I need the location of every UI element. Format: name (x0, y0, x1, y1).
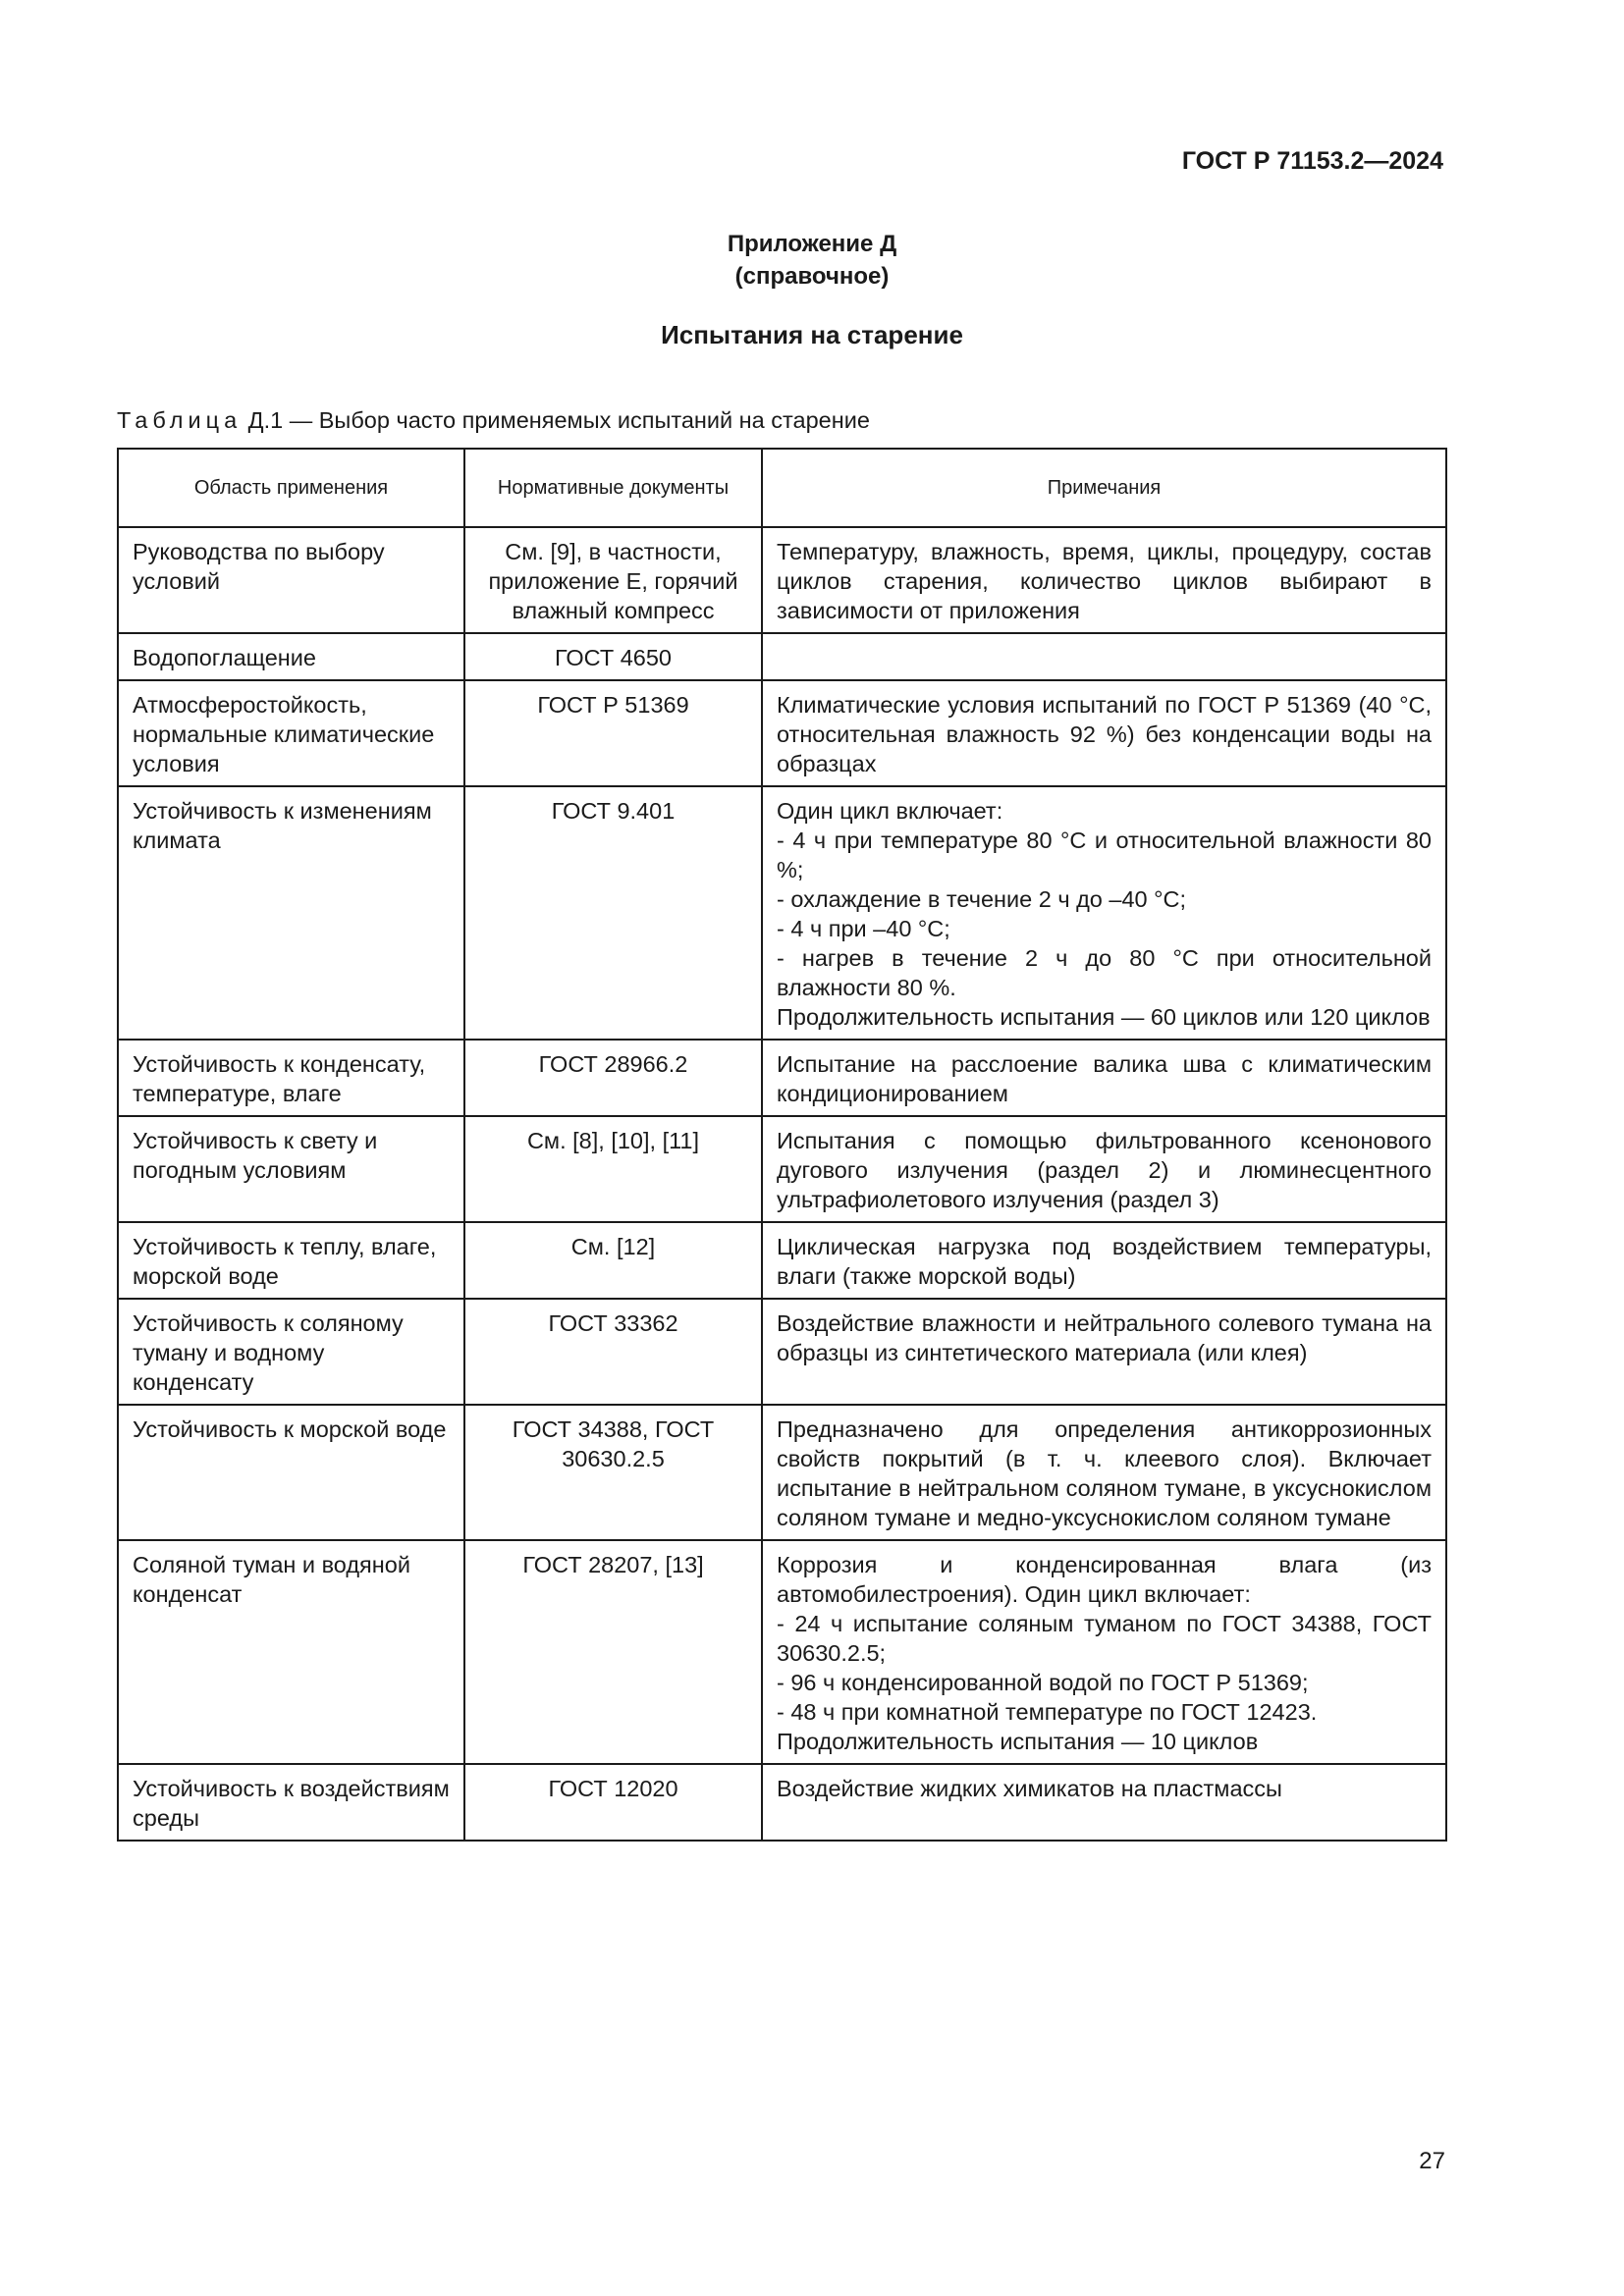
note-line: - 24 ч испытание соляным туманом по ГОСТ 34388, ГОСТ 30630.2.5; (777, 1611, 1432, 1666)
note-line: Температуру, влажность, время, циклы, процедуру, состав циклов старения, количество циклов выбирают в зависимости от приложения (777, 539, 1432, 623)
cell-notes (762, 633, 1446, 680)
cell-area: Устойчивость к воздействиям среды (118, 1764, 464, 1841)
table-row (118, 527, 1446, 633)
cell-notes (762, 1540, 1446, 1764)
cell-notes (762, 786, 1446, 1040)
cell-area: Устойчивость к изменениям климата (118, 786, 464, 1040)
appendix-heading (0, 228, 1624, 293)
note-line: - 4 ч при температуре 80 °С и относительной влажности 80 %; (777, 828, 1432, 882)
table-caption-text: Д.1 — Выбор часто применяемых испытаний на старение (242, 407, 870, 433)
note-line: Один цикл включает: (777, 798, 1003, 824)
note-line: - охлаждение в течение 2 ч до –40 °С; (777, 886, 1187, 912)
header-notes: Примечания (762, 449, 1446, 527)
table-caption (117, 407, 870, 434)
cell-notes (762, 527, 1446, 633)
table-row (118, 1299, 1446, 1405)
cell-docs: ГОСТ 4650 (464, 633, 762, 680)
cell-notes (762, 1040, 1446, 1116)
standard-id: ГОСТ Р 71153.2—2024 (1181, 147, 1443, 175)
cell-docs: ГОСТ 28966.2 (464, 1040, 762, 1116)
cell-docs: ГОСТ 28207, [13] (464, 1540, 762, 1764)
cell-area: Водопоглащение (118, 633, 464, 680)
note-line: Предназначено для определения антикоррозионных свойств покрытий (в т. ч. клеевого слоя). Включает испытание в нейтральном соляном тумане, в уксуснокислом соляном тумане и медно-уксуснокислом соляном тумане (777, 1416, 1432, 1530)
table-caption-label: Таблица (117, 407, 243, 433)
table-row (118, 786, 1446, 1040)
page-number: 27 (1419, 2148, 1445, 2174)
note-line: Испытания с помощью фильтрованного ксенонового дугового излучения (раздел 2) и люминесцентного ультрафиолетового излучения (раздел 3) (777, 1128, 1432, 1212)
note-line: Продолжительность испытания — 10 циклов (777, 1729, 1259, 1754)
cell-docs: ГОСТ Р 51369 (464, 680, 762, 786)
table-row (118, 1405, 1446, 1540)
cell-area: Устойчивость к свету и погодным условиям (118, 1116, 464, 1222)
table-row (118, 633, 1446, 680)
cell-docs: См. [8], [10], [11] (464, 1116, 762, 1222)
note-line: - нагрев в течение 2 ч до 80 °С при относительной влажности 80 %. (777, 945, 1432, 1000)
note-line: Климатические условия испытаний по ГОСТ Р 51369 (40 °С, относительная влажность 92 %) без конденсации воды на образцах (777, 692, 1432, 776)
note-line: Испытание на расслоение валика шва с климатическим кондиционированием (777, 1051, 1432, 1106)
cell-docs: См. [12] (464, 1222, 762, 1299)
cell-area: Соляной туман и водяной конденсат (118, 1540, 464, 1764)
cell-notes (762, 680, 1446, 786)
cell-area: Устойчивость к конденсату, температуре, влаге (118, 1040, 464, 1116)
note-line: - 96 ч конденсированной водой по ГОСТ Р 51369; (777, 1670, 1309, 1695)
table-row (118, 1222, 1446, 1299)
cell-docs: ГОСТ 9.401 (464, 786, 762, 1040)
cell-notes (762, 1405, 1446, 1540)
cell-area: Атмосферостойкость, нормальные климатические условия (118, 680, 464, 786)
table-row (118, 1116, 1446, 1222)
cell-notes (762, 1764, 1446, 1841)
note-line: Коррозия и конденсированная влага (из автомобилестроения). Один цикл включает: (777, 1552, 1432, 1607)
table-row (118, 1040, 1446, 1116)
cell-docs: ГОСТ 33362 (464, 1299, 762, 1405)
table-row (118, 1764, 1446, 1841)
note-line: Циклическая нагрузка под воздействием температуры, влаги (также морской воды) (777, 1234, 1432, 1289)
appendix-title: Приложение Д (727, 231, 897, 257)
note-line: Продолжительность испытания — 60 циклов или 120 циклов (777, 1004, 1431, 1030)
cell-area: Руководства по выбору условий (118, 527, 464, 633)
cell-notes (762, 1116, 1446, 1222)
table-row (118, 1540, 1446, 1764)
cell-area: Устойчивость к морской воде (118, 1405, 464, 1540)
cell-docs: ГОСТ 12020 (464, 1764, 762, 1841)
table-row (118, 680, 1446, 786)
note-line: Воздействие жидких химикатов на пластмассы (777, 1776, 1282, 1801)
note-line: Воздействие влажности и нейтрального солевого тумана на образцы из синтетического материала (или клея) (777, 1310, 1432, 1365)
cell-area: Устойчивость к теплу, влаге, морской воде (118, 1222, 464, 1299)
aging-tests-table (117, 448, 1447, 1842)
note-line: - 48 ч при комнатной температуре по ГОСТ 12423. (777, 1699, 1318, 1725)
note-line: - 4 ч при –40 °С; (777, 916, 950, 941)
cell-notes (762, 1222, 1446, 1299)
cell-docs: ГОСТ 34388, ГОСТ 30630.2.5 (464, 1405, 762, 1540)
table-body (118, 527, 1446, 1841)
cell-docs: См. [9], в частности, приложение Е, горячий влажный компресс (464, 527, 762, 633)
appendix-subtitle: (справочное) (734, 263, 890, 290)
header-area: Область применения (118, 449, 464, 527)
table-header-row (118, 449, 1446, 527)
cell-area: Устойчивость к соляному туману и водному конденсату (118, 1299, 464, 1405)
cell-notes (762, 1299, 1446, 1405)
header-docs: Нормативные документы (464, 449, 762, 527)
section-title: Испытания на старение (661, 320, 963, 349)
